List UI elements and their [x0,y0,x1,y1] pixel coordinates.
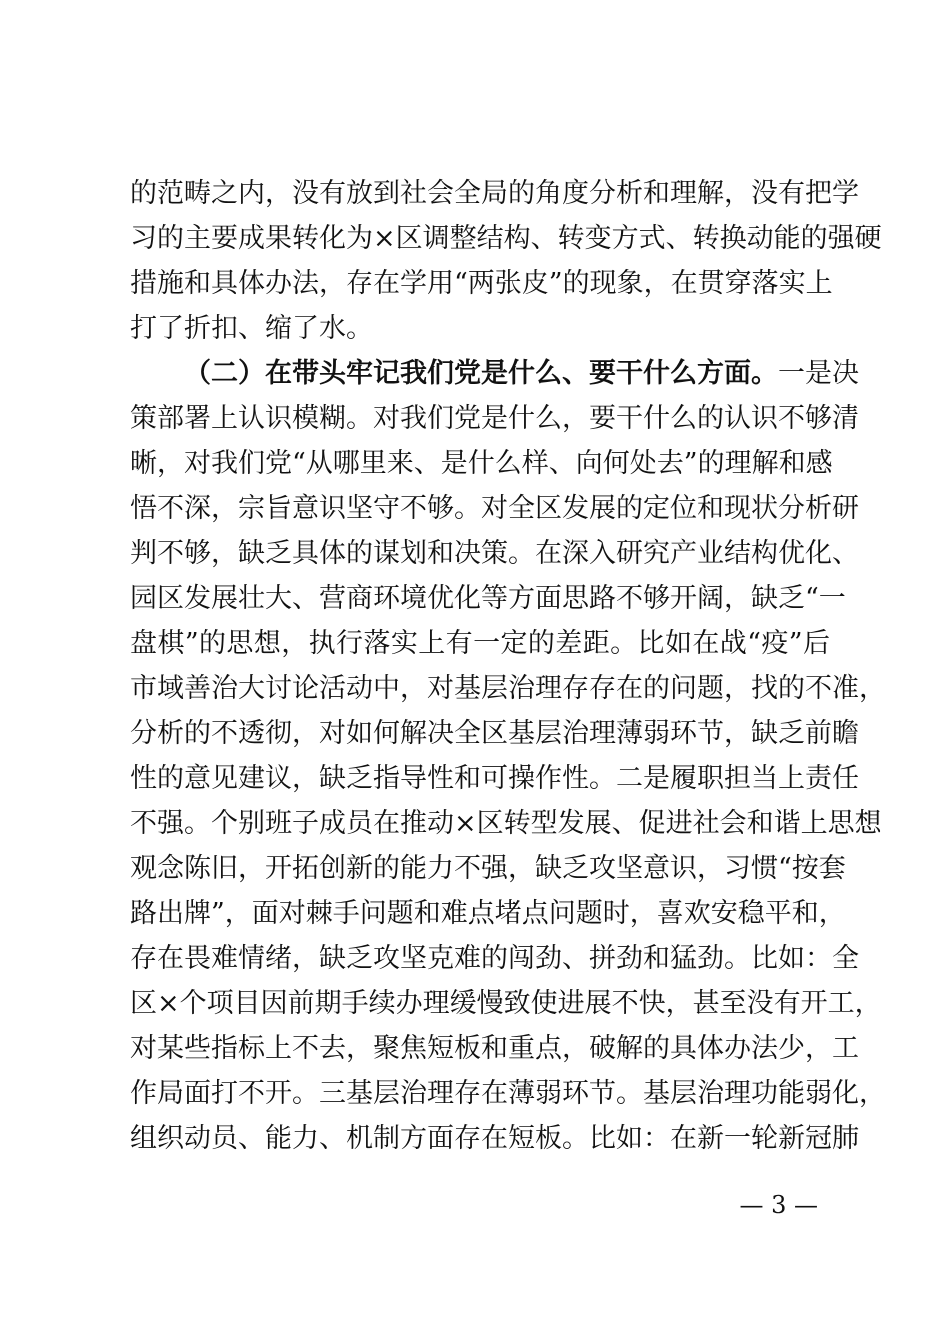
text-line: 晰，对我们党“从哪里来、是什么样、向何处去”的理解和感 [130,448,833,479]
text-line: 措施和具体办法，存在学用“两张皮”的现象，在贯穿落实上 [130,268,833,299]
text-line: 存在畏难情绪，缺乏攻坚克难的闯劲、拼劲和猛劲。比如：全 [130,943,859,974]
text-line: 打了折扣、缩了水。 [130,313,373,344]
section-heading: （二）在带头牢记我们党是什么、要干什么方面。 [184,358,778,389]
section-heading-line [184,354,859,394]
text-line: 对某些指标上不去，聚焦短板和重点，破解的具体办法少，工 [130,1033,859,1064]
text-line: 习的主要成果转化为×区调整结构、转变方式、转换动能的强硬 [130,223,882,254]
text-line: 路出牌”，面对棘手问题和难点堵点问题时，喜欢安稳平和， [130,898,846,929]
text-line: 盘棋”的思想，执行落实上有一定的差距。比如在战“疫”后 [130,628,830,659]
text-line: 的范畴之内，没有放到社会全局的角度分析和理解，没有把学 [130,178,859,209]
text-line: 悟不深，宗旨意识坚守不够。对全区发展的定位和现状分析研 [130,493,859,524]
text-line: 判不够，缺乏具体的谋划和决策。在深入研究产业结构优化、 [130,538,859,569]
section-heading-tail: 一是决 [778,358,859,389]
text-line: 组织动员、能力、机制方面存在短板。比如：在新一轮新冠肺 [130,1123,859,1154]
text-line: 策部署上认识模糊。对我们党是什么，要干什么的认识不够清 [130,403,859,434]
text-line: 区×个项目因前期手续办理缓慢致使进展不快，甚至没有开工， [130,988,882,1019]
text-line: 观念陈旧，开拓创新的能力不强，缺乏攻坚意识，习惯“按套 [130,853,846,884]
page-number: — 3 — [739,1191,818,1219]
text-line: 性的意见建议，缺乏指导性和可操作性。二是履职担当上责任 [130,763,859,794]
text-line: 作局面打不开。三基层治理存在薄弱环节。基层治理功能弱化， [130,1078,886,1109]
text-line: 市域善治大讨论活动中，对基层治理存存在的问题，找的不准， [130,673,886,704]
text-line: 不强。个别班子成员在推动×区转型发展、促进社会和谐上思想 [130,808,882,839]
text-line: 园区发展壮大、营商环境优化等方面思路不够开阔，缺乏“一 [130,583,846,614]
text-line: 分析的不透彻，对如何解决全区基层治理薄弱环节，缺乏前瞻 [130,718,859,749]
